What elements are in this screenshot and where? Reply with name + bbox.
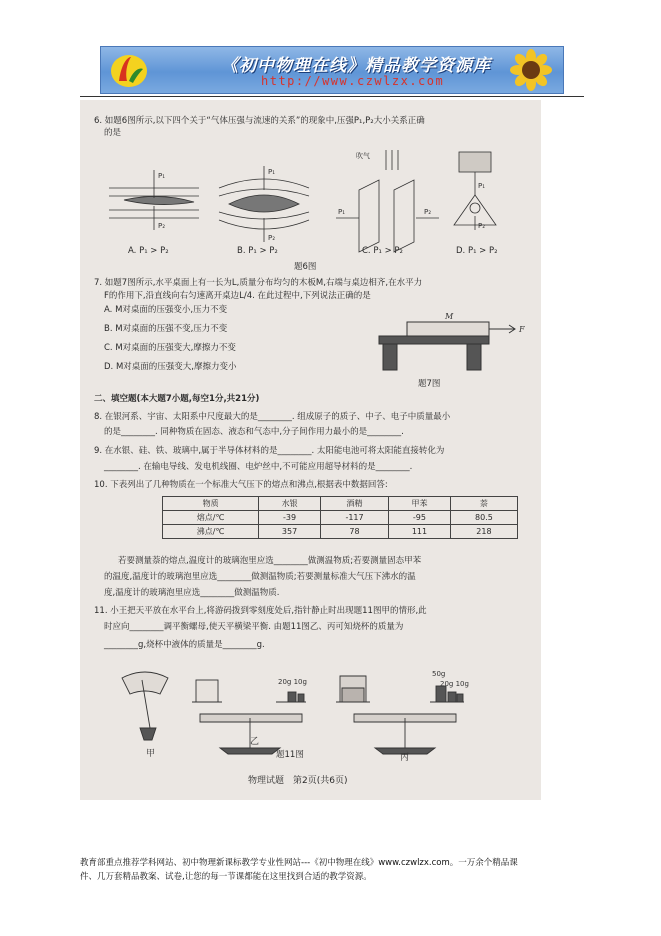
q10-line3: 度,温度计的玻璃泡里应选________做测温物质. — [104, 588, 280, 598]
q6-figd-p1-label: P₁ — [478, 182, 486, 190]
q9-line2: ________. 在输电导线、发电机线圈、电炉丝中,不可能应用超导材料的是________. — [104, 462, 413, 472]
header-divider — [80, 96, 584, 97]
table-header-cell: 甲苯 — [389, 497, 451, 511]
q7-figure — [375, 310, 530, 378]
section2-heading: 二、填空题(本大题7小题,每空1分,共21分) — [94, 394, 260, 404]
q10-line1: 若要测量萘的熔点,温度计的玻璃泡里应选________做测温物质;若要测量固态甲苯 — [118, 556, 422, 566]
q7-option-b: B. M对桌面的压强不变,压力不变 — [104, 324, 228, 334]
q6-option-d: D. P₁ > P₂ — [456, 246, 498, 256]
table-cell: -95 — [389, 511, 451, 525]
table-cell: 78 — [320, 525, 388, 539]
q6-figc-p2-label: P₂ — [424, 208, 432, 216]
q8-line2: 的是________. 同种物质在固态、液态和气态中,分子间作用力最小的是________. — [104, 427, 404, 437]
q11-label-yi: 乙 — [250, 737, 260, 747]
site-footer-line2: 件、几万套精品教案、试卷,让您的每一节课都能在这里找到合适的教学资源。 — [80, 872, 372, 882]
table-row — [163, 525, 518, 539]
q11-weights-yi-label: 20g 10g — [278, 678, 307, 686]
q6-figure — [104, 150, 524, 260]
q6-stem-line1: 6. 如题6图所示,以下四个关于“气体压强与流速的关系”的现象中,压强P₁,P₂大小关系正确 — [94, 116, 425, 126]
site-logo-icon — [109, 51, 149, 89]
q7-option-a: A. M对桌面的压强变小,压力不变 — [104, 305, 228, 315]
table-cell: -39 — [259, 511, 321, 525]
q6-caption: 题6图 — [294, 262, 317, 272]
q11-line1: 11. 小王把天平放在水平台上,将游码拨到零刻度处后,指针静止时出现题11图甲的情形,此 — [94, 606, 427, 616]
q7-caption: 题7图 — [418, 379, 441, 389]
q7-label-f: F — [519, 325, 525, 334]
table-cell: 111 — [389, 525, 451, 539]
table-header-cell: 水银 — [259, 497, 321, 511]
table-cell: 357 — [259, 525, 321, 539]
q6-figd-p2-label: P₂ — [478, 222, 486, 230]
q7-label-m: M — [445, 312, 454, 321]
exam-page-scan — [80, 100, 541, 800]
q6-option-c: C. P₁ > P₂ — [362, 246, 403, 256]
table-cell: 218 — [450, 525, 517, 539]
q11-line3: ________g,烧杯中液体的质量是________g. — [104, 640, 265, 650]
q11-label-bing: 丙 — [400, 753, 410, 763]
table-header-cell: 萘 — [450, 497, 517, 511]
site-footer-line1: 教育部重点推荐学科网站、初中物理新课标教学专业性网站---《初中物理在线》www.czwlzx.com。一万余个精品课 — [80, 858, 518, 868]
q10-table — [162, 496, 518, 539]
page-footer: 物理试题 第2页(共6页) — [248, 776, 348, 786]
q10-stem: 10. 下表列出了几种物质在一个标准大气压下的熔点和沸点,根据表中数据回答: — [94, 480, 388, 490]
q6-option-a: A. P₁ > P₂ — [128, 246, 169, 256]
q6-figc-p1-label: P₁ — [338, 208, 346, 216]
table-row — [163, 511, 518, 525]
table-header-cell: 物质 — [163, 497, 259, 511]
q7-stem-line2: F的作用下,沿直线向右匀速离开桌边L/4. 在此过程中,下列说法正确的是 — [104, 291, 371, 301]
q11-weights-bing-label: 20g 10g — [440, 680, 469, 688]
q7-option-c: C. M对桌面的压强变大,摩擦力不变 — [104, 343, 236, 353]
q6-figa-p1-label: P₁ — [158, 172, 166, 180]
table-cell: 沸点/℃ — [163, 525, 259, 539]
table-header-cell: 酒精 — [320, 497, 388, 511]
header-banner — [100, 46, 564, 94]
q10-line2: 的温度,温度计的玻璃泡里应选________做测温物质;若要测量标准大气压下沸水的温 — [104, 572, 416, 582]
q11-figure — [100, 656, 530, 764]
q11-weights-bing-50g-label: 50g — [432, 670, 446, 678]
table-header-row — [163, 497, 518, 511]
q6-blow-label: 吹气 — [356, 152, 370, 160]
sunflower-icon — [501, 49, 561, 91]
q7-stem-line1: 7. 如题7图所示,水平桌面上有一长为L,质量分布均匀的木板M,右端与桌边相齐,在水平力 — [94, 278, 423, 288]
table-cell: 80.5 — [450, 511, 517, 525]
q6-figb-p1-label: P₁ — [268, 168, 276, 176]
site-url[interactable]: http://www.czwlzx.com — [261, 74, 445, 88]
q6-stem-line2: 的是 — [104, 128, 122, 138]
q9-line1: 9. 在水银、硅、铁、玻璃中,属于半导体材料的是________. 太阳能电池可将太阳能直接转化为 — [94, 446, 445, 456]
table-cell: -117 — [320, 511, 388, 525]
q11-caption: 题11图 — [276, 750, 304, 760]
q8-line1: 8. 在银河系、宇宙、太阳系中尺度最大的是________. 组成原子的质子、中子、电子中质量最小 — [94, 412, 451, 422]
q11-label-jia: 甲 — [146, 749, 156, 759]
q11-line2: 时应向________调平衡螺母,使天平横梁平衡. 由题11图乙、丙可知烧杯的质量为 — [104, 622, 404, 632]
site-title: 《初中物理在线》精品教学资源库 — [221, 56, 491, 76]
table-cell: 熔点/℃ — [163, 511, 259, 525]
q6-figa-p2-label: P₂ — [158, 222, 166, 230]
q6-figb-p2-label: P₂ — [268, 234, 276, 242]
q7-option-d: D. M对桌面的压强变大,摩擦力变小 — [104, 362, 237, 372]
q6-option-b: B. P₁ > P₂ — [237, 246, 278, 256]
